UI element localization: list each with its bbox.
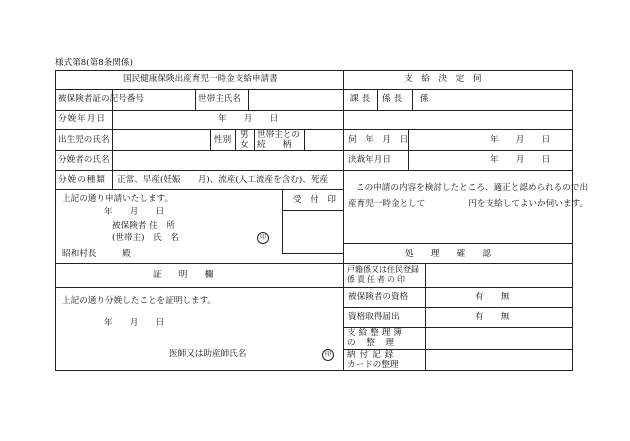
sex-female[interactable]: 女 (240, 140, 249, 150)
approval-text-line-2: 産育児一時金として 円を支給してよいか伺います。 (348, 199, 588, 209)
inquiry-date-label: 伺 年 月 日 (348, 135, 409, 145)
delivery-type-options[interactable]: 正常、早産(妊娠 月)、流産(人工流産を含む)、死産 (117, 175, 329, 185)
approval-text-line-1: この申請の内容を検討したところ、適正と認められるので出 (356, 183, 589, 193)
acquisition-value[interactable]: 有 無 (475, 312, 510, 322)
applicant-name-label: (世帯主) 氏 名 (112, 233, 179, 243)
certifier-name-label: 医師又は助産師氏名 (169, 349, 247, 359)
certificate-date-field[interactable]: 年 月 日 (104, 318, 165, 328)
certificate-statement: 上記の通り分娩したことを証明します。 (62, 296, 217, 306)
acquisition-label: 資格取得届出 (348, 312, 400, 322)
decision-date-label: 決裁年月日 (348, 155, 391, 165)
processing-header: 処 理 確 認 (405, 249, 491, 259)
registry-label-2: 係責任者の印 (347, 275, 407, 284)
applicant-seal-icon: 印 (257, 232, 269, 244)
sex-male[interactable]: 男 (240, 130, 249, 140)
certificate-header: 証 明 欄 (153, 270, 214, 280)
mayor-addressee: 昭和村長 殿 (62, 249, 131, 259)
inquiry-date-field[interactable]: 年 月 日 (490, 135, 551, 145)
reception-stamp-label: 受 付 印 (293, 195, 336, 205)
householder-name-label: 世帯主氏名 (198, 94, 241, 104)
staff-label: 係 (420, 94, 429, 104)
applicant-address-label: 被保険者 住 所 (112, 221, 175, 231)
relation-label-2: 続 柄 (257, 140, 292, 150)
ledger-label-2: の 整 理 (347, 338, 395, 348)
relation-label-1: 世帯主との (257, 130, 300, 140)
delivered-person-label: 分娩者の氏名 (58, 155, 110, 165)
form-reference: 様式第8(第8条関係) (55, 58, 133, 68)
qualification-value[interactable]: 有 無 (475, 292, 510, 302)
decision-title: 支 給 決 定 伺 (404, 74, 482, 84)
payment-label-2: カードの整理 (347, 360, 399, 370)
application-statement: 上記の通り申請いたします。 (62, 194, 174, 204)
sub-chief-label: 係長 (382, 94, 406, 104)
section-chief-label: 課長 (350, 94, 374, 104)
insured-number-label: 被保険者証の記号番号 (58, 94, 144, 104)
application-date-field[interactable]: 年 月 日 (104, 207, 165, 217)
child-name-label: 出生児の氏名 (58, 135, 110, 145)
qualification-label: 被保険者の資格 (348, 292, 409, 302)
sex-label: 性別 (214, 135, 232, 145)
certifier-seal-icon: 印 (322, 349, 334, 361)
delivery-type-label: 分娩の種類 (58, 175, 106, 185)
ledger-label-1: 支給整理簿 (347, 328, 405, 338)
registry-label-1: 戸籍係又は住民登録 (347, 265, 419, 274)
delivery-date-field[interactable]: 年 月 日 (218, 114, 279, 124)
delivery-date-label: 分娩年月日 (58, 114, 106, 124)
decision-date-field[interactable]: 年 月 日 (490, 155, 551, 165)
application-title: 国民健康保険出産育児一時金支給申請書 (123, 74, 278, 84)
payment-label-1: 納付記録 (347, 350, 398, 360)
